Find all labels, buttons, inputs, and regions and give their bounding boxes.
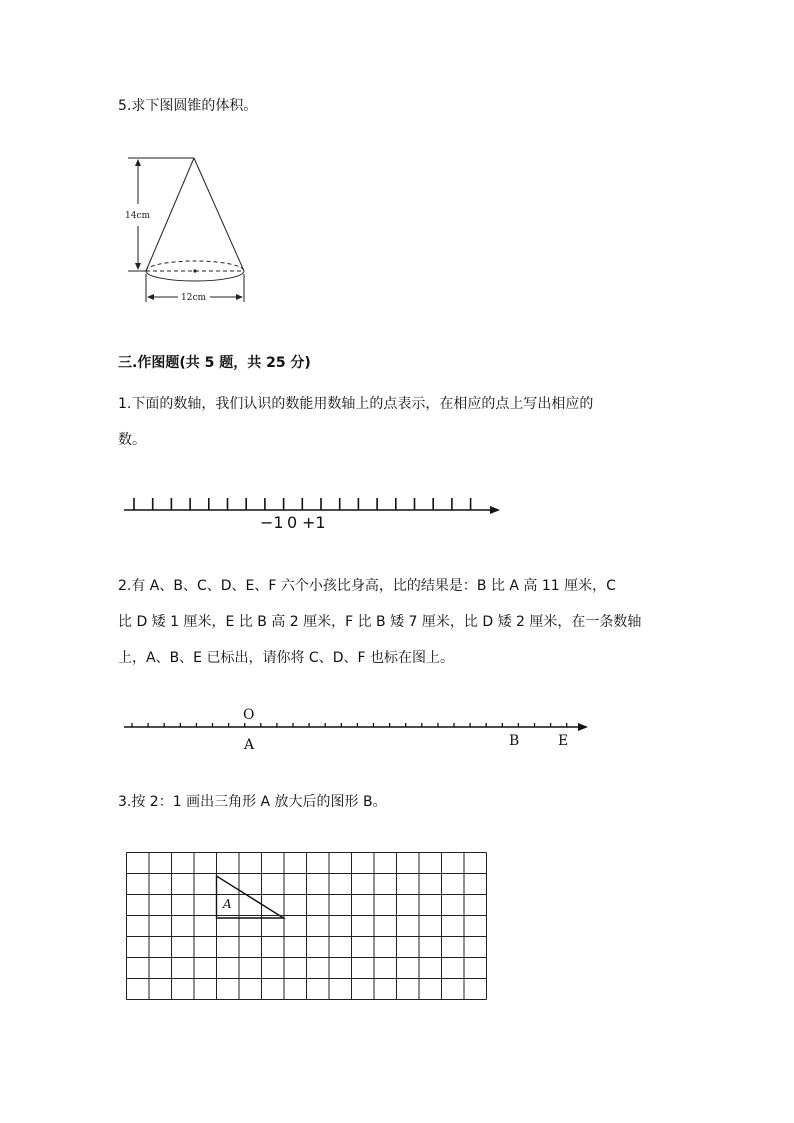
q3-grid[interactable] <box>126 852 496 1012</box>
q2-line2: 比 D 矮 1 厘米，E 比 B 高 2 厘米，F 比 B 矮 7 厘米，比 D 矮 2 厘米，在一条数轴 <box>118 614 642 630</box>
q1-label-pos1: +1 <box>302 513 326 532</box>
q1-label-0: 0 <box>287 513 298 532</box>
q5-prompt: 5.求下图圆锥的体积。 <box>118 98 258 114</box>
q1-line1: 1.下面的数轴，我们认识的数能用数轴上的点表示，在相应的点上写出相应的 <box>118 396 594 412</box>
q1-number-line <box>120 492 510 532</box>
section-title: 三.作图题(共 5 题，共 25 分) <box>118 355 311 371</box>
q3-prompt: 3.按 2：1 画出三角形 A 放大后的图形 B。 <box>118 794 387 810</box>
q2-point-e-label: E <box>558 733 569 749</box>
cone-diameter-label: 12cm <box>181 293 207 303</box>
q1-label-neg1: −1 <box>260 513 284 532</box>
q2-point-b-label: B <box>509 733 520 749</box>
triangle-a-label: A <box>223 897 232 911</box>
q2-line3: 上，A、B、E 已标出，请你将 C、D、F 也标在图上。 <box>118 650 454 666</box>
cone-figure <box>120 150 260 310</box>
q1-line2: 数。 <box>118 432 146 448</box>
cone-height-label: 14cm <box>125 211 151 221</box>
q2-origin-label: O <box>243 707 255 723</box>
q2-number-line <box>120 705 600 755</box>
q2-line1: 2.有 A、B、C、D、E、F 六个小孩比身高，比的结果是：B 比 A 高 11 厘米，C <box>118 578 616 594</box>
q2-point-a-label: A <box>244 737 255 753</box>
